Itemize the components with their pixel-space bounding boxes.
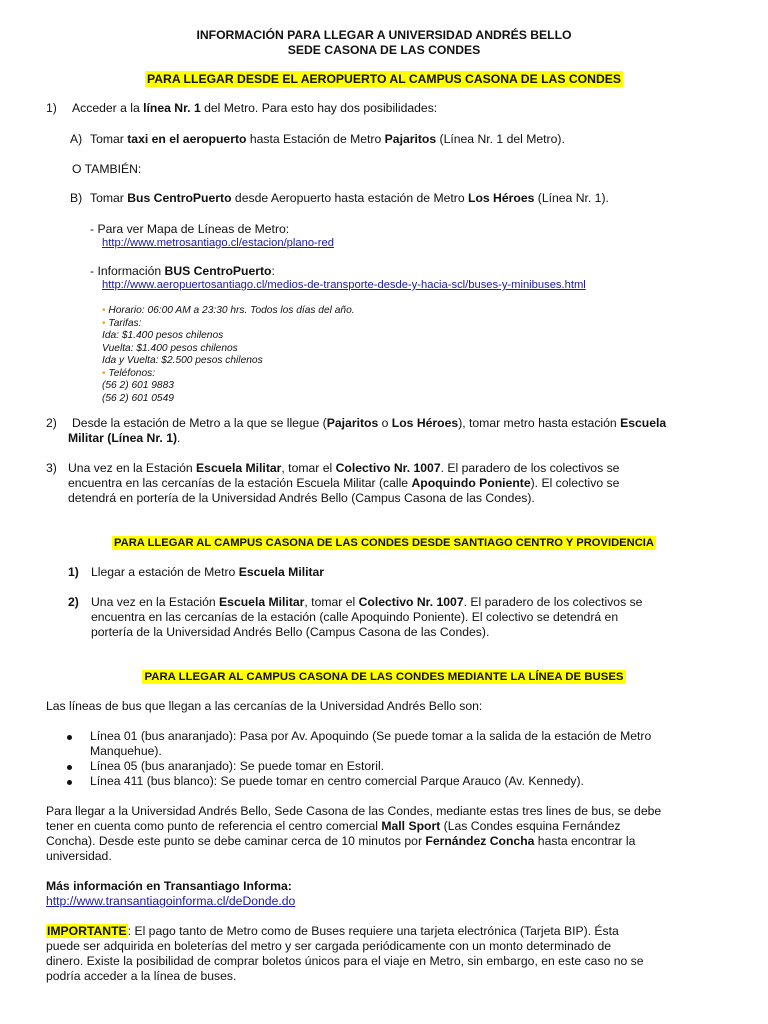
bold: Apoquindo Poniente [411,476,531,490]
step-3-colectivo [46,461,722,506]
telefonos-line [102,368,355,381]
bullet-icon [67,780,72,785]
step-number: 3) [46,461,57,475]
text: Tomar [90,191,128,205]
bus-info-link[interactable]: http://www.aeropuertosantiago.cl/medios-de-transporte-desde-y-hacia-scl/buses-y-minibuses.html [102,279,586,291]
more-info-label: Más información en Transantiago Informa: [46,879,292,893]
text: Desde la estación de Metro a la que se llegue ( [72,416,327,430]
line [68,595,722,610]
telefono-1: (56 2) 601 9883 [102,380,174,391]
text: : [271,264,275,278]
or-also-label: O TAMBIÉN: [72,162,142,176]
metro-map-label: - Para ver Mapa de Líneas de Metro: [90,222,290,236]
bus-line-05: Línea 05 (bus anaranjado): Se puede tomar en Estoril. [90,759,385,773]
option-label: B) [70,191,83,205]
tarifa-vuelta: Vuelta: $1.400 pesos chilenos [102,342,238,354]
line: dinero. Existe la posibilidad de comprar boletos únicos para el viaje en Metro, sin embargo, en este caso no se [46,954,644,968]
bold: Mall Sport [381,819,441,833]
text: Horario: 06:00 AM a 23:30 hrs. Todos los días del año. [105,305,355,316]
important-label: IMPORTANTE [47,924,127,938]
option-label: A) [70,132,83,146]
text: Concha). Desde este punto se debe caminar cerca de 10 minutos por [46,834,426,848]
horario-line [102,305,355,318]
text: encuentra en las cercanías de la estación Escuela Militar (calle [68,476,412,490]
text: ), tomar metro hasta estación [458,416,621,430]
bus-info-label [90,264,275,279]
transantiago-link[interactable]: http://www.transantiagoinforma.cl/deDonde.do [46,894,296,908]
text: hasta Estación de Metro [246,132,385,146]
text: . El paradero de los colectivos se [463,595,643,609]
important-note [46,924,722,984]
line: Para llegar a la Universidad Andrés Bello, Sede Casona de las Condes, mediante estas tres lines de bus, se debe [46,804,662,818]
bold: Escuela Militar [238,565,325,579]
bullet-icon: • [102,305,106,316]
bus-line-01 [90,729,722,759]
line: Línea 01 (bus anaranjado): Pasa por Av. Apoquindo (Se puede tomar a la salida de la estación de Metro [90,729,652,743]
step-number: 2) [68,595,79,609]
line [46,834,722,849]
metro-line-bold: línea Nr. 1 [143,101,201,115]
bullet-icon [67,735,72,740]
section-heading-santiago [0,535,768,551]
section-heading-airport [0,72,768,87]
tarifas-line [102,318,355,331]
step-2-metro [46,416,722,446]
text: del Metro. Para esto hay dos posibilidades: [200,101,438,115]
option-a-taxi [70,132,565,147]
section-heading-airport-text: PARA LLEGAR DESDE EL AEROPUERTO AL CAMPUS CASONA DE LAS CONDES [147,72,621,86]
line: podría acceder a la línea de buses. [46,969,237,983]
text: Teléfonos: [105,367,156,379]
bullet-icon [67,765,72,770]
line: detendrá en portería de la Universidad Andrés Bello (Campus Casona de las Condes). [68,491,535,505]
bus-line-411: Línea 411 (bus blanco): Se puede tomar en centro comercial Parque Arauco (Av. Kennedy). [90,774,584,788]
bus-details [102,305,355,405]
step-number: 1) [68,565,79,579]
bold: Fernández Concha [425,834,535,848]
line [46,476,722,491]
line: universidad. [46,849,112,863]
text: (Línea Nr. 1 del Metro). [436,132,565,146]
text: Una vez en la Estación [68,461,197,475]
text: Una vez en la Estación [91,595,220,609]
line [46,431,722,446]
mall-sport-paragraph [46,804,722,864]
s2-step-1 [68,565,324,580]
text: tener en cuenta como punto de referencia el centro comercial [46,819,382,833]
bold: Los Héroes [391,416,459,430]
text: Tomar [90,132,128,146]
bullet-icon: • [102,367,106,379]
line: puede ser adquirida en boleterías del metro y ser cargada periódicamente con un monto determinado de [46,939,612,953]
text: : El pago tanto de Metro como de Buses requiere una tarjeta electrónica (Tarjeta BIP). Ésta [127,924,619,938]
bus-lines-intro: Las líneas de bus que llegan a las cercanías de la Universidad Andrés Bello son: [46,699,483,713]
tarifa-ida: Ida: $1.400 pesos chilenos [102,330,224,341]
bullet-icon: • [102,317,106,329]
line: portería de la Universidad Andrés Bello (Campus Casona de las Condes). [91,625,490,639]
step-number: 2) [46,416,57,430]
section-heading-buses-text: PARA LLEGAR AL CAMPUS CASONA DE LAS CONDES MEDIANTE LA LÍNEA DE BUSES [144,671,624,683]
bold: Escuela Militar [219,595,305,609]
text: , tomar el [304,595,359,609]
bold: Colectivo Nr. 1007 [358,595,464,609]
pajaritos-bold: Pajaritos [384,132,437,146]
text: (Línea Nr. 1). [534,191,609,205]
line [46,416,722,431]
step-number: 1) [46,101,57,115]
line: Manquehue). [90,744,162,758]
los-heroes-bold: Los Héroes [468,191,535,205]
section-heading-buses [0,669,768,685]
telefono-2: (56 2) 601 0549 [102,392,174,404]
text: desde Aeropuerto hasta estación de Metro [231,191,468,205]
line: encuentra en las cercanías de la estación (calle Apoquindo Poniente). El colectivo se detendrá en [91,610,619,624]
text: Acceder a la [72,101,144,115]
text: . El paradero de los colectivos se [440,461,620,475]
text: (Las Condes esquina Fernández [440,819,621,833]
bold: Escuela Militar [196,461,282,475]
step-1-metro [46,101,437,116]
line [46,461,722,476]
text: hasta encontrar la [534,834,636,848]
line [46,819,722,834]
section-heading-santiago-text: PARA LLEGAR AL CAMPUS CASONA DE LAS CONDES DESDE SANTIAGO CENTRO Y PROVIDENCIA [114,537,654,549]
text: Tarifas: [105,317,142,329]
bus-centropuerto-bold: BUS CentroPuerto [164,264,272,278]
text: , tomar el [281,461,336,475]
bold: Colectivo Nr. 1007 [335,461,441,475]
document-title-line1: INFORMACIÓN PARA LLEGAR A UNIVERSIDAD ANDRÉS BELLO [196,28,572,42]
bold: Escuela [620,416,667,430]
tarifa-ida-vuelta: Ida y Vuelta: $2.500 pesos chilenos [102,355,263,366]
metro-map-link[interactable]: http://www.metrosantiago.cl/estacion/plano-red [102,237,334,249]
text: - Información [90,264,165,278]
option-b-bus [70,191,609,206]
text: ). El colectivo se [530,476,620,490]
bold: Pajaritos [326,416,379,430]
line [46,924,722,939]
s2-step-2 [68,595,722,640]
bus-centropuerto-bold: Bus CentroPuerto [127,191,232,205]
text: . [177,431,181,445]
document-title-line2: SEDE CASONA DE LAS CONDES [287,43,481,57]
bold: Militar (Línea Nr. 1) [68,431,178,445]
taxi-bold: taxi en el aeropuerto [127,132,247,146]
text: Llegar a estación de Metro [91,565,239,579]
text: o [378,416,392,430]
